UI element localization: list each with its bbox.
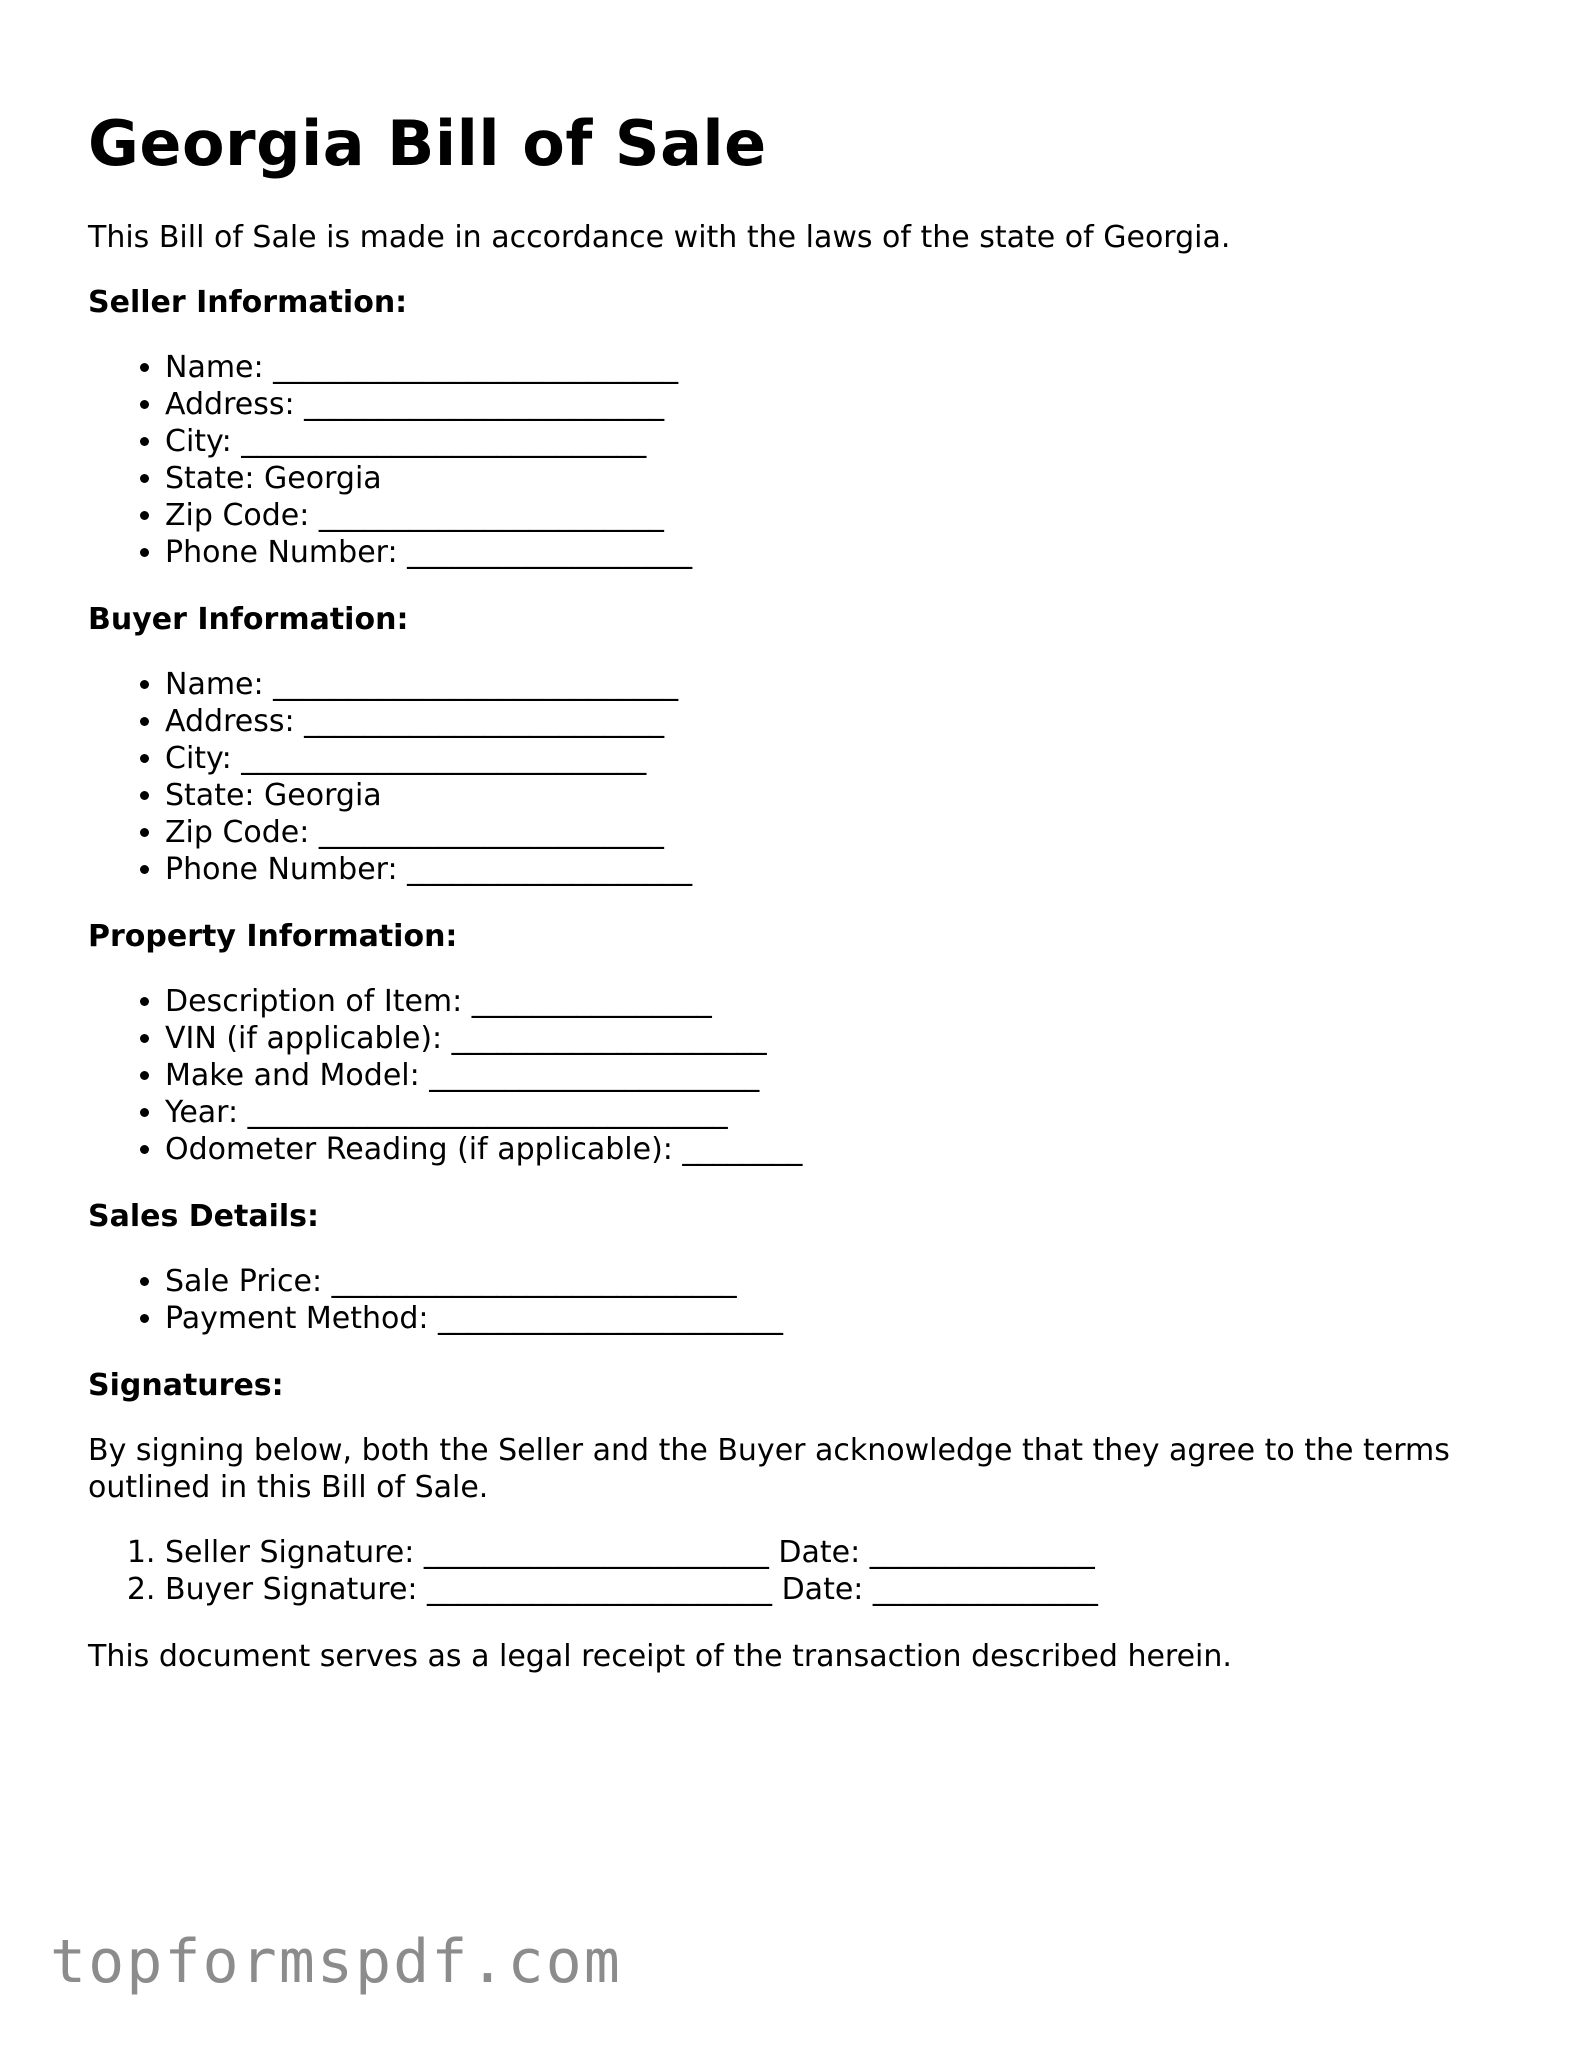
buyer-list [88,666,1508,888]
buyer-state: • State: Georgia [165,777,1508,814]
buyer-heading: Buyer Information: [88,602,409,637]
seller-heading: Seller Information: [88,285,408,320]
sales-list [88,1263,1508,1337]
seller-phone-field[interactable]: • Phone Number: ___________________ [165,534,1508,571]
document-page [88,100,1508,1703]
sales-heading: Sales Details: [88,1199,320,1234]
property-list [88,983,1508,1168]
year-field[interactable]: • Year: ________________________________ [165,1094,1508,1131]
seller-name-field[interactable]: • Name: ___________________________ [165,349,1508,386]
property-heading: Property Information: [88,919,458,954]
signatures-heading: Signatures: [88,1368,284,1403]
item-description-field[interactable]: • Description of Item: ________________ [165,983,1508,1020]
odometer-field[interactable]: • Odometer Reading (if applicable): ________ [165,1131,1508,1168]
signatures-list [88,1534,1508,1608]
buyer-signature-field[interactable]: 2. Buyer Signature: _______________________ Date: _______________ [165,1571,1508,1608]
payment-method-field[interactable]: • Payment Method: _______________________ [165,1300,1508,1337]
seller-address-field[interactable]: • Address: ________________________ [165,386,1508,423]
signatures-text: By signing below, both the Seller and the Buyer acknowledge that they agree to the terms outlined in this Bill of Sale. [88,1433,1450,1505]
seller-signature-field[interactable]: 1. Seller Signature: _______________________ Date: _______________ [165,1534,1508,1571]
buyer-city-field[interactable]: • City: ___________________________ [165,740,1508,777]
buyer-phone-field[interactable]: • Phone Number: ___________________ [165,851,1508,888]
seller-state: • State: Georgia [165,460,1508,497]
closing-text: This document serves as a legal receipt of the transaction described herein. [88,1639,1232,1674]
seller-zip-field[interactable]: • Zip Code: _______________________ [165,497,1508,534]
intro-text: This Bill of Sale is made in accordance with the laws of the state of Georgia. [88,220,1231,255]
watermark: topformspdf.com [50,1927,622,1997]
buyer-address-field[interactable]: • Address: ________________________ [165,703,1508,740]
make-model-field[interactable]: • Make and Model: ______________________ [165,1057,1508,1094]
buyer-zip-field[interactable]: • Zip Code: _______________________ [165,814,1508,851]
seller-list [88,349,1508,571]
buyer-name-field[interactable]: • Name: ___________________________ [165,666,1508,703]
seller-city-field[interactable]: • City: ___________________________ [165,423,1508,460]
vin-field[interactable]: • VIN (if applicable): _____________________ [165,1020,1508,1057]
page-title: Georgia Bill of Sale [88,107,767,180]
sale-price-field[interactable]: • Sale Price: ___________________________ [165,1263,1508,1300]
